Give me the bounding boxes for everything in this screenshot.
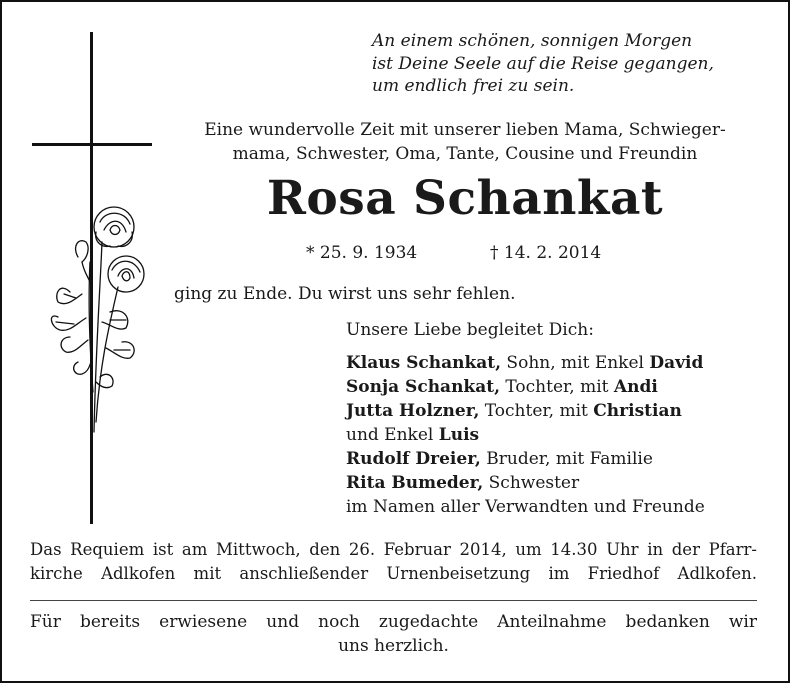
mourner-row <box>346 447 776 471</box>
mourner-relation: im Namen aller Verwandten und Freunde <box>346 497 705 517</box>
mourners-block <box>346 318 776 519</box>
mourners-list <box>346 351 776 519</box>
requiem-line: kirche Adlkofen mit anschließender Urnenbeisetzung im Friedhof Adlkofen. <box>30 564 757 583</box>
death-date: † 14. 2. 2014 <box>490 243 602 263</box>
poem <box>372 30 772 98</box>
mourner-name: Rita Bumeder, <box>346 473 484 493</box>
requiem-notice <box>30 538 757 586</box>
intro-line: Eine wundervolle Zeit mit unserer lieben Mama, Schwieger- <box>204 120 726 140</box>
mourner-row <box>346 399 776 423</box>
poem-line: An einem schönen, sonnigen Morgen <box>372 31 693 51</box>
mourner-name: Luis <box>438 425 480 445</box>
mourner-relation: Tochter, mit <box>500 377 614 397</box>
mourner-name: Sonja Schankat, <box>346 377 500 397</box>
mourner-relation: Sohn, mit Enkel <box>501 353 650 373</box>
thanks-line: uns herzlich. <box>338 636 449 656</box>
mourner-row <box>346 375 776 399</box>
poem-line: um endlich frei zu sein. <box>372 76 575 96</box>
thanks-line: Für bereits erwiesene und noch zugedachte Anteilnahme bedanken wir <box>30 612 757 632</box>
mourner-name: Christian <box>593 401 682 421</box>
mourner-name: Rudolf Dreier, <box>346 449 481 469</box>
mourner-row <box>346 471 776 495</box>
mourner-name: David <box>649 353 704 373</box>
mourner-name: Jutta Holzner, <box>346 401 480 421</box>
mourner-relation: Schwester <box>483 473 580 493</box>
roses-icon <box>51 207 144 432</box>
mourner-row <box>346 495 776 519</box>
mourner-row <box>346 351 776 375</box>
mourner-relation: Bruder, mit Familie <box>480 449 653 469</box>
requiem-line: Das Requiem ist am Mittwoch, den 26. Februar 2014, um 14.30 Uhr in der Pfarr- <box>30 540 757 559</box>
intro-text <box>160 118 770 166</box>
mourners-intro: Unsere Liebe begleitet Dich: <box>346 320 594 340</box>
mourner-name: Andi <box>613 377 658 397</box>
poem-line: ist Deine Seele auf die Reise gegangen, <box>372 53 714 74</box>
mourner-relation: und Enkel <box>346 425 439 445</box>
mourner-name: Klaus Schankat, <box>346 353 502 373</box>
divider <box>30 600 757 601</box>
mourner-row <box>346 423 776 447</box>
intro-line: mama, Schwester, Oma, Tante, Cousine und Freundin <box>232 144 698 164</box>
mourner-relation: Tochter, mit <box>479 401 594 421</box>
deceased-name: Rosa Schankat <box>266 171 664 226</box>
thanks-note <box>30 610 757 658</box>
cross-with-roses-illustration <box>30 32 160 524</box>
birth-date: * 25. 9. 1934 <box>306 243 418 263</box>
closing-line: ging zu Ende. Du wirst uns sehr fehlen. <box>174 284 516 304</box>
